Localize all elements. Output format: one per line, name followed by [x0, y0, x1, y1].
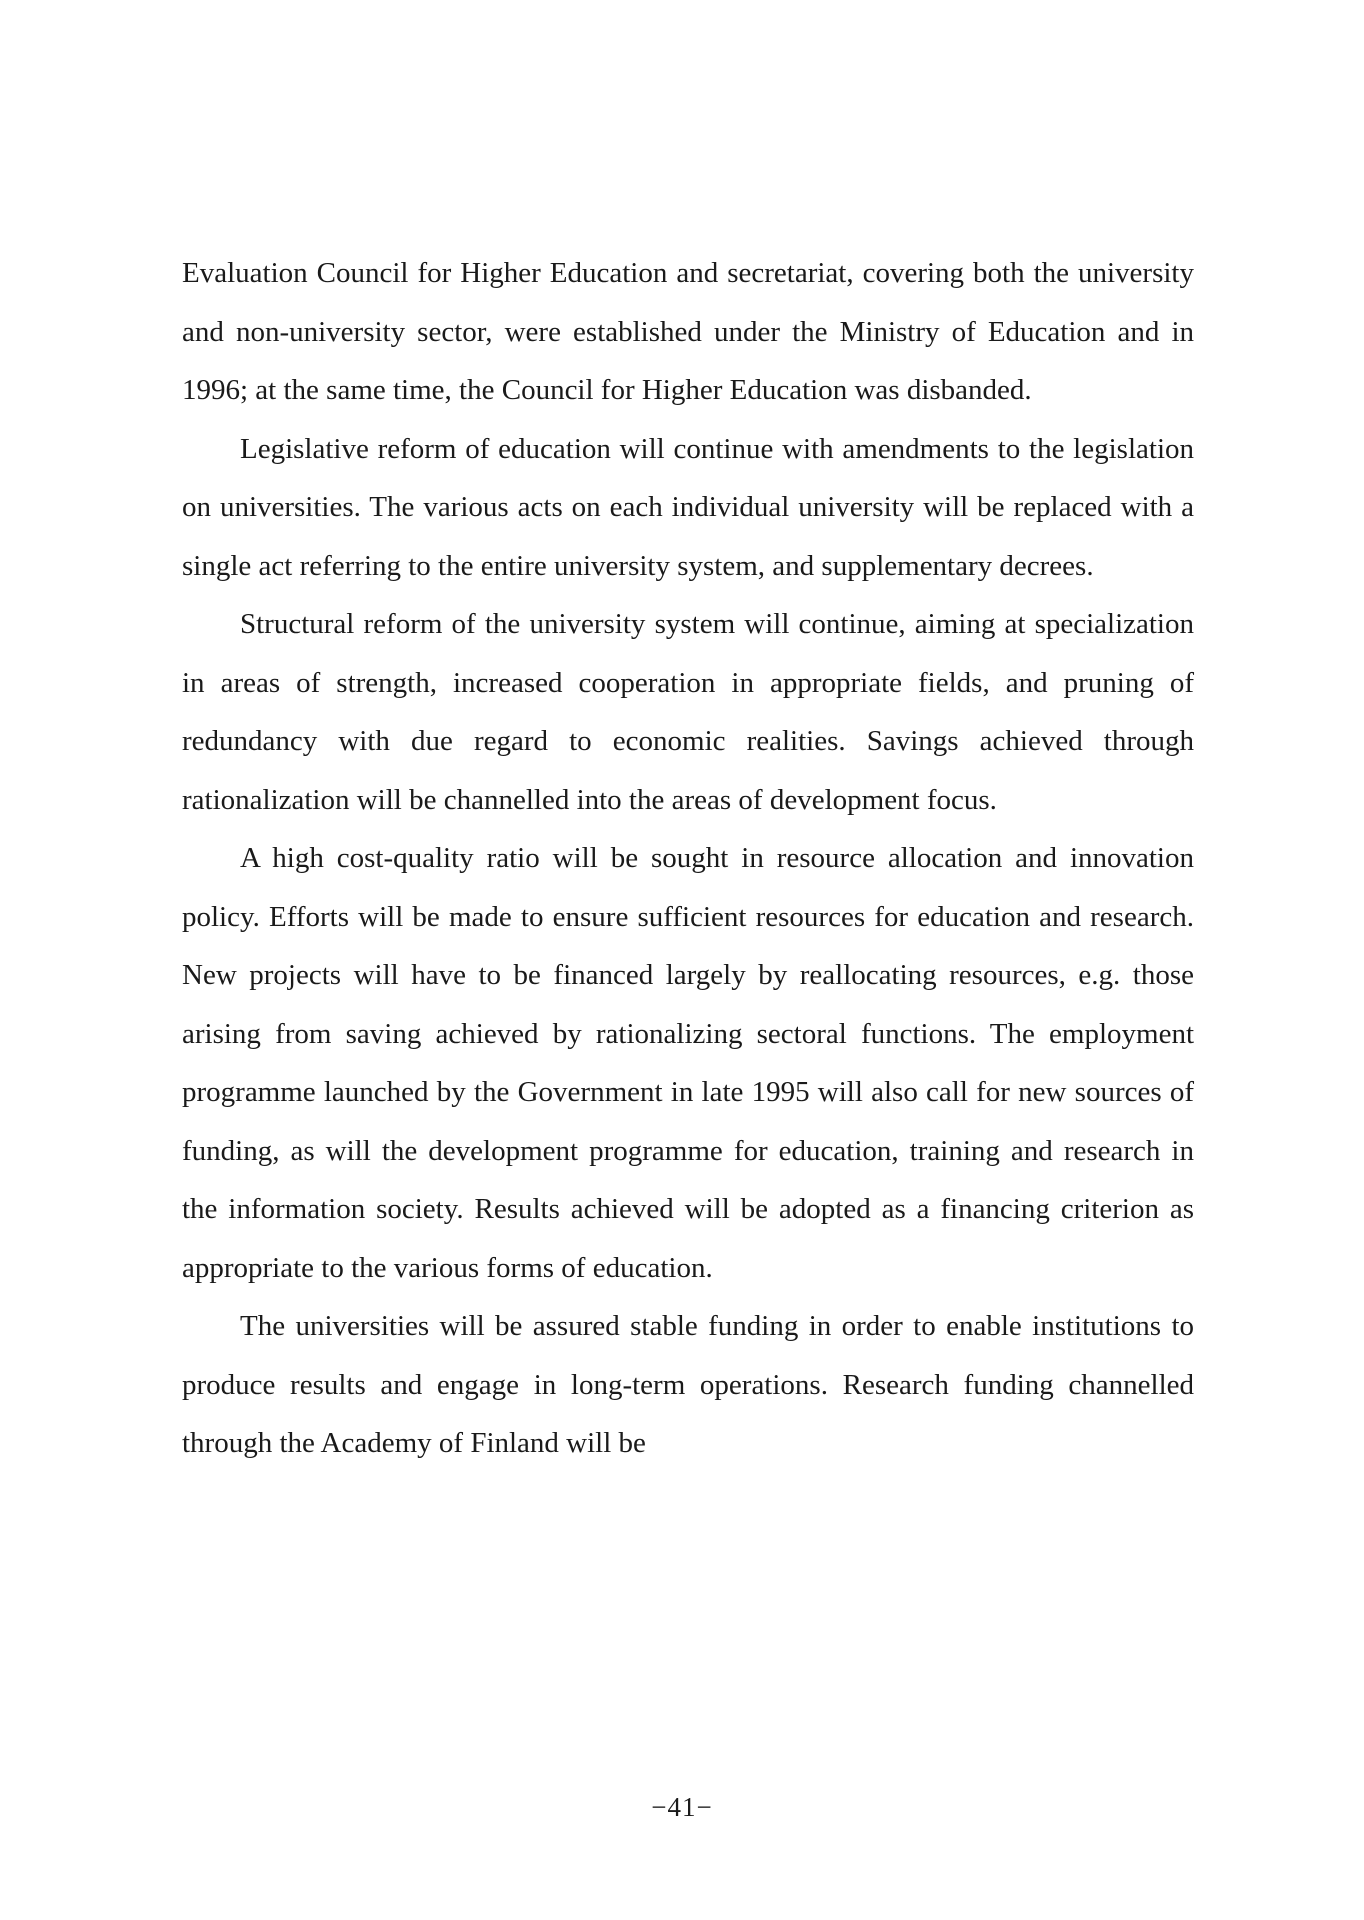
- paragraph-cost-quality: A high cost-quality ratio will be sought in resource allocation and innovation policy. Efforts will be made to ensure sufficient resources for education and research. New projects will have to be financed largely by reallocating resources, e.g. those arising from saving achieved by rationalizing sectoral functions. The employment programme launched by the Government in late 1995 will also call for new sources of funding, as will the development programme for education, training and research in the information society. Results achieved will be adopted as a financing criterion as appropriate to the various forms of education.: [182, 842, 1194, 1284]
- paragraph-university-funding: The universities will be assured stable funding in order to enable institutions to produce results and engage in long-term operations. Research funding channelled through the Academy of Finland will be: [182, 1310, 1194, 1459]
- paragraph-structural-reform: Structural reform of the university system will continue, aiming at specialization in areas of strength, increased cooperation in appropriate fields, and pruning of redundancy with due regard to economic realities. Savings achieved through rationalization will be channelled into the areas of development focus.: [182, 608, 1194, 816]
- paragraph-continued: Evaluation Council for Higher Education and secretariat, covering both the university and non-university sector, were established under the Ministry of Education and in 1996; at the same time, the Council for Higher Education was disbanded.: [182, 257, 1194, 406]
- paragraph-legislative-reform: Legislative reform of education will continue with amendments to the legislation on universities. The various acts on each individual university will be replaced with a single act referring to the entire university system, and supplementary decrees.: [182, 432, 1194, 582]
- page-number: −41−: [651, 1792, 713, 1822]
- document-body: [182, 244, 1194, 1473]
